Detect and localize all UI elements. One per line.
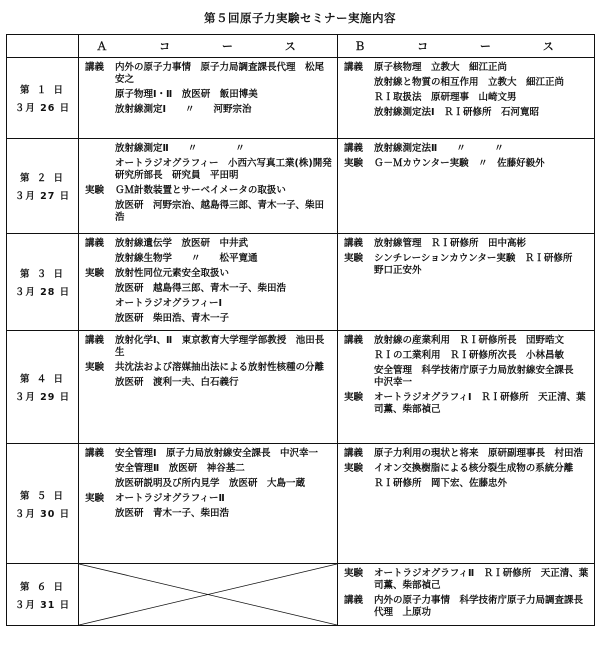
entry-kind xyxy=(85,253,115,265)
entry-kind: 講義 xyxy=(344,448,364,459)
entry-kind: 実験 xyxy=(344,463,364,474)
entry-text: 原子力利用の現状と将来 原研副理事長 村田浩 xyxy=(374,448,584,459)
schedule-entry xyxy=(85,143,333,155)
entry-kind xyxy=(344,350,374,362)
entry-text: 放射線管理 ＲＩ研修所 田中高彬 xyxy=(374,238,527,249)
entry-kind: 講義 xyxy=(85,448,105,459)
schedule-entry xyxy=(85,62,333,86)
day-row xyxy=(7,139,595,234)
entry-text: 安全管理Ⅰ 原子力局放射線安全課長 中沢幸一 xyxy=(115,448,319,459)
day-date: ３月 26 日 xyxy=(14,103,71,114)
schedule-entry xyxy=(85,200,333,224)
day-date: ３月 28 日 xyxy=(14,287,71,298)
schedule-entry xyxy=(85,104,333,116)
entry-text: 原子物理Ⅰ・Ⅱ 放医研 飯田博美 xyxy=(115,89,258,100)
entry-text: ＲＩ研修所 岡下宏、佐藤忠外 xyxy=(374,478,508,489)
course-b-cell xyxy=(338,234,595,331)
schedule-entry xyxy=(85,238,333,250)
schedule-entry xyxy=(85,362,333,374)
day-number: 第 ３ 日 xyxy=(19,269,66,280)
schedule-entry xyxy=(344,143,590,155)
page-title: 第５回原子力実験セミナー実施内容 xyxy=(204,11,396,25)
entry-text: 放射線測定法Ⅰ ＲＩ研修所 石河寛昭 xyxy=(374,107,540,118)
schedule-entry xyxy=(85,448,333,460)
entry-kind xyxy=(85,478,115,490)
schedule-entry xyxy=(344,107,590,119)
entry-text: 放射線と物質の相互作用 立教大 細江正尚 xyxy=(374,77,565,88)
schedule-entry xyxy=(85,508,333,520)
entry-kind xyxy=(85,200,115,224)
header-corner-cell xyxy=(7,35,79,58)
entry-kind: 講義 xyxy=(344,595,364,606)
course-b-header: Ｂ コ ー ス xyxy=(338,35,595,58)
schedule-entry xyxy=(344,77,590,89)
schedule-entry xyxy=(344,463,590,475)
entry-text: 内外の原子力事情 科学技術庁原子力局調査課長代理 上原功 xyxy=(374,595,584,618)
course-b-cell xyxy=(338,444,595,564)
entry-text: 放射線の産業利用 ＲＩ研修所長 団野晧文 xyxy=(374,335,565,346)
day-date: ３月 30 日 xyxy=(14,508,71,520)
entry-text: 放医研説明及び所内見学 放医研 大島一蔵 xyxy=(115,478,306,489)
schedule-entry xyxy=(344,568,590,592)
entry-text: オートラジオグラフィⅠ ＲＩ研修所 天正清、葉司薫、柴部禎己 xyxy=(374,392,586,415)
course-a-cell xyxy=(79,444,338,564)
day-number: 第 １ 日 xyxy=(19,85,66,96)
entry-kind xyxy=(85,298,115,310)
entry-kind xyxy=(344,77,374,89)
entry-kind xyxy=(85,143,115,155)
schedule-entry xyxy=(344,158,590,170)
schedule-entry xyxy=(344,238,590,250)
day-cell xyxy=(7,564,79,626)
course-a-cell xyxy=(79,139,338,234)
entry-text: 放射線遺伝学 放医研 中井武 xyxy=(115,238,249,249)
entry-text: 放医研 柴田浩、青木一子 xyxy=(115,313,230,324)
entry-kind: 講義 xyxy=(85,62,105,73)
entry-text: 放射線測定Ⅱ 〃 〃 xyxy=(115,143,245,154)
entry-kind: 実験 xyxy=(344,568,364,579)
entry-kind xyxy=(344,365,374,389)
entry-text: 放医研 越島得三郎、青木一子、柴田浩 xyxy=(115,283,287,294)
schedule-entry xyxy=(344,448,590,460)
entry-kind: 実験 xyxy=(85,268,105,279)
schedule-entry xyxy=(85,313,333,325)
schedule-entry xyxy=(344,595,590,619)
header-row xyxy=(7,35,595,58)
day-cell xyxy=(7,444,79,564)
day-cell xyxy=(7,331,79,444)
entry-kind xyxy=(85,463,115,475)
entry-kind: 講義 xyxy=(344,335,364,346)
entry-text: オートラジオグラフィー 小西六写真工業(株)開発研究所部長 研究員 平田明 xyxy=(115,158,332,181)
day-row xyxy=(7,234,595,331)
day-number: 第 ２ 日 xyxy=(19,173,66,184)
entry-kind xyxy=(344,478,374,490)
day-cell xyxy=(7,139,79,234)
course-a-cell xyxy=(79,331,338,444)
entry-kind: 実験 xyxy=(344,253,364,264)
entry-text: 安全管理 科学技術庁原子力局放射線安全課長 中沢幸一 xyxy=(374,365,584,388)
day-date: ３月 27 日 xyxy=(14,191,71,202)
entry-text: 放射性同位元素安全取扱い xyxy=(115,268,230,279)
schedule-entry xyxy=(85,158,333,182)
entry-text: シンチレーションカウンター実験 ＲＩ研修所 野口正安外 xyxy=(374,253,582,276)
schedule-entry xyxy=(344,253,590,277)
entry-kind xyxy=(85,89,115,101)
entry-text: 放医研 河野宗治、越島得三郎、青木一子、柴田浩 xyxy=(115,200,325,223)
entry-text: 放射化学Ⅰ、Ⅱ 東京教育大学理学部教授 池田長生 xyxy=(115,335,325,358)
course-a-empty-cell xyxy=(79,564,338,626)
entry-kind xyxy=(85,377,115,389)
entry-kind: 講義 xyxy=(344,238,364,249)
entry-kind: 講義 xyxy=(344,62,364,73)
schedule-entry xyxy=(85,478,333,490)
entry-text: オートラジオグラフィーⅠ xyxy=(115,298,223,309)
entry-kind: 講義 xyxy=(85,238,105,249)
entry-text: ＲＩの工業利用 ＲＩ研修所次長 小林昌敏 xyxy=(374,350,565,361)
crossed-out-mark xyxy=(79,564,337,625)
day-number: 第 ４ 日 xyxy=(19,374,66,385)
entry-kind: 講義 xyxy=(85,335,105,346)
entry-kind: 講義 xyxy=(344,143,364,154)
day-row xyxy=(7,58,595,139)
entry-text: オートラジオグラフィーⅡ xyxy=(115,493,225,504)
schedule-entry xyxy=(85,268,333,280)
schedule-entry xyxy=(85,335,333,359)
entry-kind: 実験 xyxy=(85,185,105,196)
schedule-entry xyxy=(85,185,333,197)
entry-kind: 実験 xyxy=(344,392,364,403)
entry-kind: 実験 xyxy=(344,158,364,169)
schedule-entry xyxy=(85,253,333,265)
schedule-entry xyxy=(85,493,333,505)
entry-kind xyxy=(85,158,115,182)
day-number: 第 ５ 日 xyxy=(19,490,66,502)
entry-kind: 実験 xyxy=(85,493,105,504)
entry-text: 放射線生物学 〃 松平寛通 xyxy=(115,253,258,264)
course-b-cell xyxy=(338,58,595,139)
entry-kind: 実験 xyxy=(85,362,105,373)
schedule-entry xyxy=(85,377,333,389)
course-b-cell xyxy=(338,331,595,444)
day-date: ３月 31 日 xyxy=(14,599,71,611)
schedule-entry xyxy=(85,298,333,310)
course-a-header: Ａ コ ー ス xyxy=(79,35,338,58)
day-row xyxy=(7,564,595,626)
entry-kind xyxy=(344,92,374,104)
course-b-cell xyxy=(338,564,595,626)
day-date: ３月 29 日 xyxy=(14,392,71,403)
schedule-entry xyxy=(85,89,333,101)
entry-text: 放射線測定法Ⅱ 〃 〃 xyxy=(374,143,504,154)
schedule-entry xyxy=(85,283,333,295)
seminar-schedule-table xyxy=(6,34,595,626)
schedule-entry xyxy=(344,335,590,347)
course-b-cell xyxy=(338,139,595,234)
schedule-entry xyxy=(344,478,590,490)
entry-kind xyxy=(85,104,115,116)
schedule-entry xyxy=(85,463,333,475)
entry-kind xyxy=(344,107,374,119)
entry-text: 放射線測定Ⅰ 〃 河野宗治 xyxy=(115,104,252,115)
schedule-entry xyxy=(344,392,590,416)
entry-text: 放医研 青木一子、柴田浩 xyxy=(115,508,230,519)
entry-text: 共沈法および溶媒抽出法による放射性核種の分離 xyxy=(115,362,325,373)
day-cell xyxy=(7,58,79,139)
entry-text: ＧＭ計数装置とサーベイメータの取扱い xyxy=(115,185,286,196)
entry-text: Ｇ－Ｍカウンター実験 〃 佐藤好毅外 xyxy=(374,158,545,169)
entry-text: ＲＩ取扱法 原研理事 山崎文男 xyxy=(374,92,517,103)
schedule-entry xyxy=(344,92,590,104)
entry-kind xyxy=(85,283,115,295)
entry-text: 安全管理Ⅱ 放医研 神谷基二 xyxy=(115,463,245,474)
course-a-cell xyxy=(79,234,338,331)
schedule-entry xyxy=(344,365,590,389)
entry-kind xyxy=(85,313,115,325)
entry-kind xyxy=(85,508,115,520)
entry-text: 放医研 渡利一夫、白石義行 xyxy=(115,377,239,388)
entry-text: 原子核物理 立教大 細江正尚 xyxy=(374,62,508,73)
day-number: 第 ６ 日 xyxy=(19,581,66,593)
schedule-entry xyxy=(344,350,590,362)
day-row xyxy=(7,444,595,564)
day-cell xyxy=(7,234,79,331)
entry-text: 内外の原子力事情 原子力局調査課長代理 松尾安之 xyxy=(115,62,325,85)
schedule-entry xyxy=(344,62,590,74)
entry-text: オートラジオグラフィⅡ ＲＩ研修所 天正清、葉司薫、柴部禎己 xyxy=(374,568,589,591)
day-row xyxy=(7,331,595,444)
course-a-cell xyxy=(79,58,338,139)
entry-text: イオン交換樹脂による核分裂生成物の系統分離 xyxy=(374,463,574,474)
